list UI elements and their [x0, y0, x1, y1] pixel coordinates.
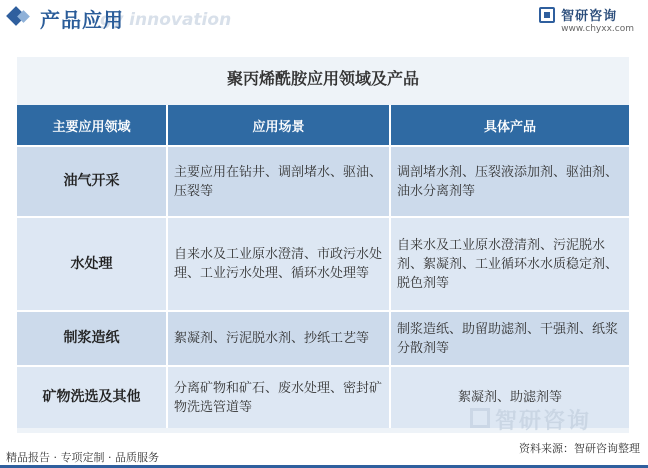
- cell-field: 矿物洗选及其他: [17, 366, 167, 428]
- header-watermark: gy innovation: [100, 10, 232, 30]
- column-header-products: 具体产品: [390, 105, 629, 146]
- source-note: 资料来源：智研咨询整理: [519, 442, 640, 455]
- column-header-scene: 应用场景: [167, 105, 390, 146]
- brand-url: www.chyxx.com: [561, 24, 634, 34]
- page-header: [0, 0, 648, 42]
- cell-scene: 絮凝剂、污泥脱水剂、抄纸工艺等: [167, 311, 390, 366]
- page-title: 产品应用: [40, 8, 124, 32]
- cell-products: 调剖堵水剂、压裂液添加剂、驱油剂、油水分离剂等: [390, 146, 629, 217]
- footer-slogan: 精品报告 · 专项定制 · 品质服务: [6, 451, 159, 464]
- table-header-row: [17, 105, 629, 146]
- cell-products: 自来水及工业原水澄清剂、污泥脱水剂、絮凝剂、工业循环水水质稳定剂、脱色剂等: [390, 217, 629, 311]
- brand-logo-icon: [539, 7, 555, 23]
- cell-scene: 自来水及工业原水澄清、市政污水处理、工业污水处理、循环水处理等: [167, 217, 390, 311]
- cell-field: 制浆造纸: [17, 311, 167, 366]
- column-header-field: 主要应用领域: [17, 105, 167, 146]
- cell-products: 制浆造纸、助留助滤剂、干强剂、纸浆分散剂等: [390, 311, 629, 366]
- table-row: [17, 311, 629, 366]
- brand: [561, 5, 634, 34]
- applications-table: [17, 105, 629, 428]
- cell-scene: 分离矿物和矿石、废水处理、密封矿物洗选管道等: [167, 366, 390, 428]
- cell-field: 水处理: [17, 217, 167, 311]
- cell-products: 絮凝剂、助滤剂等: [390, 366, 629, 428]
- footer-watermark: 智研咨询: [495, 409, 592, 434]
- table-row: [17, 146, 629, 217]
- table-title: 聚丙烯酰胺应用领域及产品: [17, 57, 629, 101]
- cell-field: 油气开采: [17, 146, 167, 217]
- brand-name: 智研咨询: [561, 9, 618, 24]
- cell-scene: 主要应用在钻井、调剖堵水、驱油、压裂等: [167, 146, 390, 217]
- table-row: [17, 217, 629, 311]
- watermark-logo-icon: [470, 408, 490, 428]
